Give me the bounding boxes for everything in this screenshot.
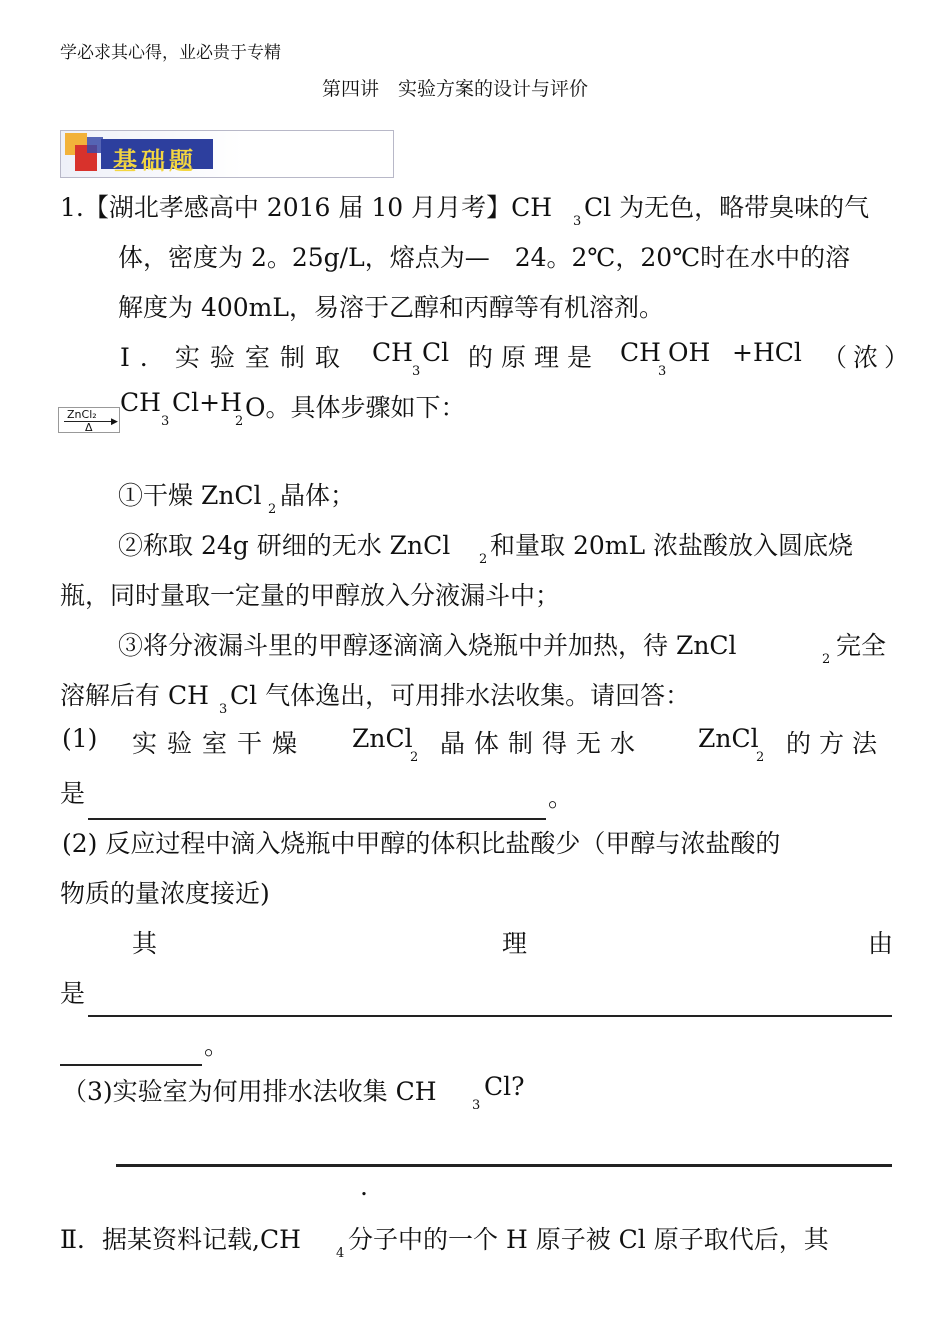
step1-b: 晶体； <box>280 481 356 510</box>
step3-a: ③将分液漏斗里的甲醇逐滴滴入烧瓶中并加热，待 ZnCl <box>118 631 737 660</box>
step2-sub: 2 <box>479 552 488 567</box>
question3-end: . <box>360 1172 368 1201</box>
question2-end: 。 <box>204 1031 230 1060</box>
product-a: CH <box>120 388 161 417</box>
answer-blank-2a[interactable] <box>88 1015 892 1017</box>
principle-b: CH <box>372 338 413 367</box>
reaction-condition-box <box>58 407 120 433</box>
step1-sub: 2 <box>268 502 277 517</box>
principle-f: OH <box>668 338 711 367</box>
question1-b: ZnCl <box>352 724 413 753</box>
banner-label: 基础题 <box>113 147 197 175</box>
principle-g: +HCl <box>732 338 802 367</box>
product-sub2: 2 <box>235 414 244 429</box>
step2-b: 和量取 20mL 浓盐酸放入圆底烧 <box>490 531 854 560</box>
q1-line1-sub: 3 <box>573 214 582 229</box>
heat-symbol: Δ <box>85 421 93 434</box>
q1-line1-a: 1.【湖北孝感高中 2016 届 10 月月考】CH <box>60 193 553 222</box>
question1-sub1: 2 <box>410 750 419 765</box>
arrow-head-icon: ▶ <box>111 417 118 427</box>
principle-h: （浓） <box>822 343 916 372</box>
part2-a: Ⅱ．据某资料记载,CH <box>60 1225 301 1254</box>
step3-sub2: 3 <box>219 702 228 717</box>
step3-b: 完全 <box>836 631 887 660</box>
answer-blank-3[interactable] <box>116 1164 892 1167</box>
question1-e: 的方法 <box>786 729 886 758</box>
step3-c: 溶解后有 CH <box>60 681 209 710</box>
question3-a: （3)实验室为何用排水法收集 CH <box>62 1077 437 1106</box>
principle-c: Cl <box>422 338 450 367</box>
answer-blank-1[interactable] <box>88 818 546 820</box>
part2-b: 分子中的一个 H 原子被 Cl 原子取代后，其 <box>348 1225 829 1254</box>
step2-c: 瓶，同时量取一定量的甲醇放入分液漏斗中； <box>60 581 561 610</box>
question2-a: (2) 反应过程中滴入烧瓶中甲醇的体积比盐酸少（甲醇与浓盐酸的 <box>62 829 781 858</box>
step3-sub: 2 <box>822 652 831 667</box>
question2-d: 是 <box>60 979 86 1008</box>
question2-b: 物质的量浓度接近) <box>60 879 270 908</box>
page-title: 第四讲 实验方案的设计与评价 <box>322 78 589 100</box>
principle-e: CH <box>620 338 661 367</box>
step2-a: ②称取 24g 研细的无水 ZnCl <box>118 531 451 560</box>
question1-end: 。 <box>548 783 574 812</box>
product-b: Cl+H <box>172 388 242 417</box>
question3-b: Cl? <box>484 1072 525 1101</box>
catalyst-label: ZnCl₂ <box>67 408 97 421</box>
section-banner <box>60 130 394 178</box>
question1-c: 晶体制得无水 <box>440 729 645 758</box>
q1-line3: 解度为 400mL，易溶于乙醇和丙醇等有机溶剂。 <box>118 293 664 322</box>
q1-line2: 体，密度为 2。25g/L，熔点为— 24。2℃，20℃时在水中的溶 <box>118 243 851 272</box>
header-motto: 学必求其心得，业必贵于专精 <box>60 43 281 63</box>
principle-sub1: 3 <box>412 364 421 379</box>
principle-d: 的原理是 <box>468 343 601 372</box>
question1-sub2: 2 <box>756 750 765 765</box>
question1-a: 实验室干燥 <box>132 729 308 758</box>
step1-a: ①干燥 ZnCl <box>118 481 262 510</box>
question3-sub: 3 <box>472 1098 481 1113</box>
question1-f: 是 <box>60 779 86 808</box>
question1-d: ZnCl <box>698 724 759 753</box>
step3-d: Cl 气体逸出，可用排水法收集。请回答： <box>230 681 691 710</box>
answer-blank-2b[interactable] <box>60 1064 202 1066</box>
principle-sub2: 3 <box>658 364 667 379</box>
question2-c1: 其 <box>132 929 158 958</box>
question2-c3: 由 <box>868 929 894 958</box>
question2-c2: 理 <box>502 929 528 958</box>
part2-sub: 4 <box>336 1246 345 1261</box>
product-sub1: 3 <box>161 414 170 429</box>
q1-line1-b: Cl 为无色，略带臭味的气 <box>584 193 870 222</box>
product-c: O。具体步骤如下： <box>245 393 466 422</box>
question1-number: (1) <box>62 724 98 753</box>
principle-a: Ⅰ．实验室制取 <box>120 343 350 372</box>
